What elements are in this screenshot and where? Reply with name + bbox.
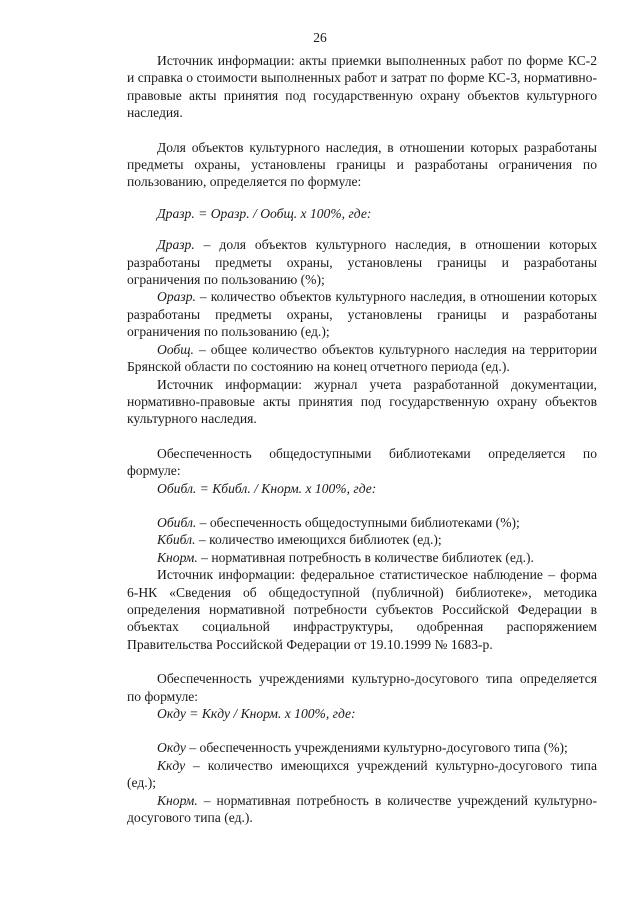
formula-cultural: Окду = Ккду / Кнорм. х 100%, где: xyxy=(157,706,356,721)
definition-text: – обеспеченность учреждениями культурно-досугового типа (%); xyxy=(185,740,568,756)
paragraph-source-3: Источник информации: федеральное статистическое наблюдение – форма 6-НК «Сведения об общедоступной (публичной) библиотеке», методика определения нормативной потребности субъектов Российской Федерации в объектах социальной инфраструктуры, одобренная распоряжением Правительства Российской Федерации от 19.10.1999 № 1683-р. xyxy=(127,567,597,652)
definition-item xyxy=(127,531,597,548)
definition-text: – нормативная потребность в количестве библиотек (ед.). xyxy=(197,549,534,565)
page-number: 26 xyxy=(313,30,327,45)
paragraph-source-2: Источник информации: журнал учета разработанной документации, нормативно-правовые акты принятия под государственную охрану объектов культурного наследия. xyxy=(127,376,597,427)
definition-item xyxy=(127,739,597,756)
definition-text: – обеспеченность общедоступными библиотеками (%); xyxy=(196,514,520,530)
definition-item xyxy=(127,341,597,376)
definition-item xyxy=(127,514,597,531)
formula-share: Дразр. = Оразр. / Ообщ. х 100%, где: xyxy=(157,205,372,221)
definition-term: Ккду xyxy=(157,757,186,773)
definition-term: Кнорм. xyxy=(157,792,198,808)
definition-text: – количество имеющихся библиотек (ед.); xyxy=(195,532,442,548)
definition-term: Оразр. xyxy=(157,289,196,305)
definition-term: Кнорм. xyxy=(157,549,198,565)
definition-term: Дразр. xyxy=(157,237,195,253)
document-body xyxy=(127,52,597,826)
definition-text: – количество имеющихся учреждений культурно-досугового типа (ед.); xyxy=(127,757,597,791)
definition-item xyxy=(127,236,597,288)
formula-libraries: Обибл. = Кбибл. / Кнорм. х 100%, где: xyxy=(157,480,377,496)
paragraph-intro-cultural: Обеспеченность учреждениями культурно-досугового типа определяется по формуле: xyxy=(127,671,597,704)
definition-term: Обибл. xyxy=(157,514,197,530)
definition-item xyxy=(127,288,597,340)
definition-item xyxy=(127,757,597,792)
definition-text: – количество объектов культурного наследия, в отношении которых разработаны предметы охраны, установлены границы и разработаны ограничения по пользованию (ед.); xyxy=(127,289,597,340)
definition-item xyxy=(127,792,597,827)
paragraph-intro-share: Доля объектов культурного наследия, в отношении которых разработаны предметы охраны, установлены границы и разработаны ограничения по пользованию, определяется по формуле: xyxy=(127,139,597,190)
definition-text: – нормативная потребность в количестве учреждений культурно-досугового типа (ед.). xyxy=(127,792,597,826)
paragraph-source-1: Источник информации: акты приемки выполненных работ по форме КС-2 и справка о стоимости выполненных работ и затрат по форме КС-3, нормативно-правовые акты принятия под государственную охрану объектов культурного наследия. xyxy=(127,53,597,121)
paragraph-intro-libraries: Обеспеченность общедоступными библиотеками определяется по формуле: xyxy=(127,445,597,479)
definition-term: Окду xyxy=(157,740,186,756)
definition-item xyxy=(127,549,597,566)
definition-term: Ообщ. xyxy=(157,341,194,357)
definition-text: – доля объектов культурного наследия, в отношении которых разработаны предметы охраны, установлены границы и разработаны ограничения по пользованию (%); xyxy=(127,237,597,288)
definition-text: – общее количество объектов культурного наследия на территории Брянской области по состоянию на конец отчетного периода (ед.). xyxy=(127,341,597,375)
definition-term: Кбибл. xyxy=(157,532,196,548)
